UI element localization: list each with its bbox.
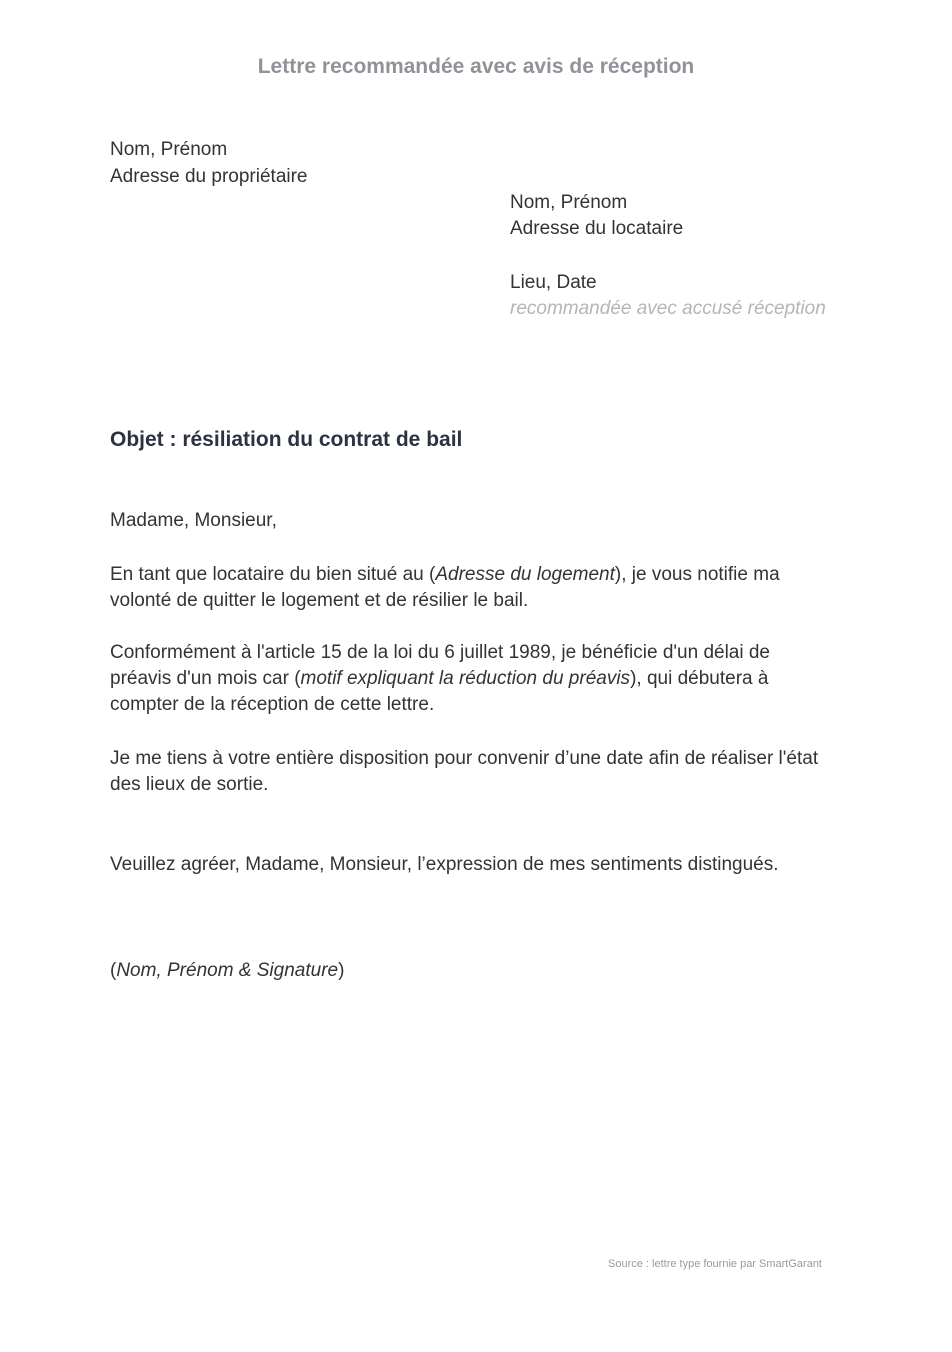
sender-block: [110, 136, 308, 190]
source-note: Source : lettre type fournie par SmartGarant: [608, 1258, 822, 1270]
signature-line: [110, 958, 830, 984]
letter-header-title: Lettre recommandée avec avis de réception: [257, 55, 695, 78]
closing-formula: Veuillez agréer, Madame, Monsieur, l’expression de mes sentiments distingués.: [110, 854, 779, 875]
reason-placeholder: motif expliquant la réduction du préavis: [300, 668, 631, 689]
sender-address: Adresse du propriétaire: [110, 166, 308, 187]
signature-placeholder: Nom, Prénom & Signature: [116, 960, 339, 981]
letter-subject: Objet : résiliation du contrat de bail: [110, 428, 463, 451]
sender-name: Nom, Prénom: [110, 139, 228, 160]
paragraph-notice: [110, 562, 830, 614]
paragraph-notice-text-end: ), je vous notifie ma volonté de quitter le logement et de résilier le bail.: [110, 564, 780, 611]
property-address-placeholder: Adresse du logement: [435, 564, 615, 585]
signature-paren-open: (: [110, 960, 117, 981]
paragraph-notice-period: [110, 640, 830, 718]
signature-paren-close: ): [338, 960, 345, 981]
recipient-block: [510, 190, 683, 242]
paragraph-inventory: Je me tiens à votre entière disposition pour convenir d’une date afin de réaliser l'état des lieux de sortie.: [110, 748, 819, 795]
sent-mode-note: recommandée avec accusé réception: [510, 298, 826, 319]
recipient-name: Nom, Prénom: [510, 192, 628, 213]
place-date-block: [510, 270, 826, 322]
paragraph-period-text-end: ), qui débutera à compter de la réception de cette lettre.: [110, 668, 769, 715]
paragraph-notice-text-start: En tant que locataire du bien situé au (: [110, 564, 436, 585]
recipient-address: Adresse du locataire: [510, 218, 684, 239]
paragraph-period-text-start: Conformément à l'article 15 de la loi du 6 juillet 1989, je bénéficie d'un délai de préavis d'un mois car (: [110, 642, 770, 689]
place-date: Lieu, Date: [510, 272, 597, 293]
salutation: Madame, Monsieur,: [110, 510, 277, 531]
